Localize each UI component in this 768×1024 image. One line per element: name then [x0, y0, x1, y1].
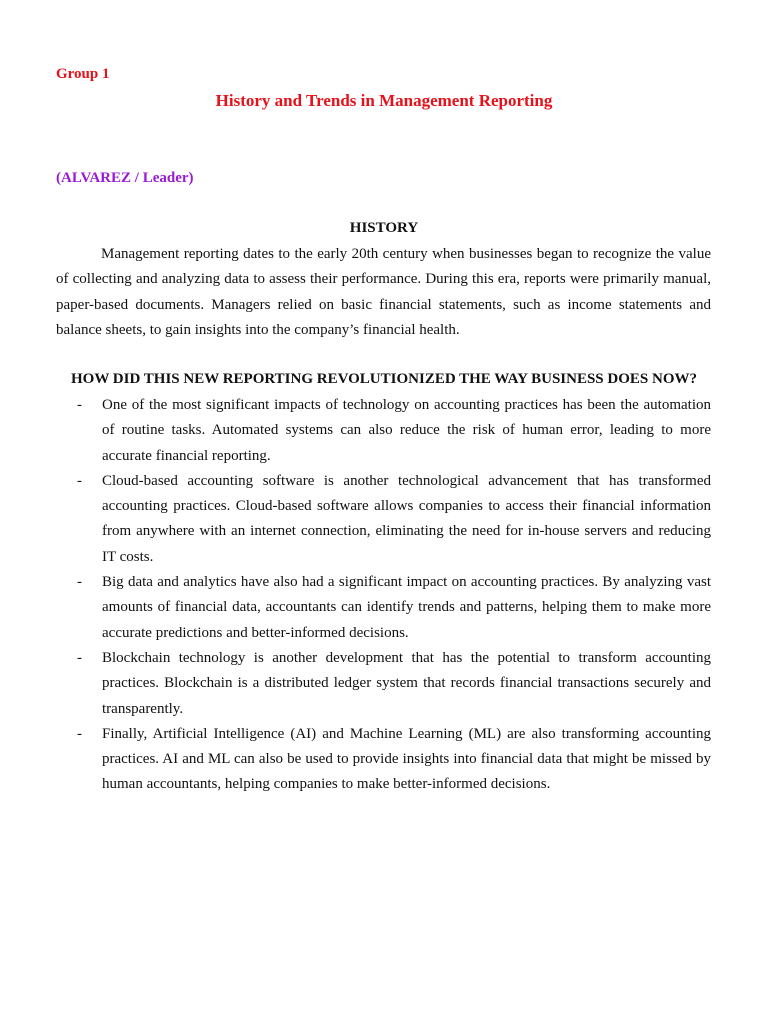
list-item-text: Finally, Artificial Intelligence (AI) and Machine Learning (ML) are also transforming accounting practices. AI and ML can also be used to provide insights into financial data that might be missed by human accountants, helping companies to make better-informed decisions. [102, 725, 711, 793]
bullet-dash: - [77, 574, 82, 591]
bullet-dash: - [77, 649, 82, 666]
bullet-dash: - [77, 397, 82, 413]
revolution-list [56, 393, 711, 798]
list-item-text: One of the most significant impacts of technology on accounting practices has been the automation of routine tasks. Automated systems can also reduce the risk of human error, leading to more accurate financial reporting. [102, 397, 711, 464]
author-label: (ALVAREZ / Leader) [56, 170, 194, 186]
list-item [56, 393, 711, 469]
revolution-heading: HOW DID THIS NEW REPORTING REVOLUTIONIZED THE WAY BUSINESS DOES NOW? [70, 371, 697, 387]
group-label: Group 1 [56, 66, 110, 82]
list-item-text: Blockchain technology is another development that has the potential to transform accounting practices. Blockchain is a distributed ledger system that records financial transactions securely and transparently. [102, 649, 711, 717]
list-item [56, 646, 711, 722]
list-item [56, 570, 711, 646]
list-item-text: Big data and analytics have also had a significant impact on accounting practices. By analyzing vast amounts of financial data, accountants can identify trends and patterns, helping them to make more accurate predictions and better-informed decisions. [102, 574, 711, 641]
history-heading: HISTORY [349, 220, 419, 236]
history-paragraph: Management reporting dates to the early 20th century when businesses began to recognize the value of collecting and analyzing data to assess their performance. During this era, reports were primarily manual, paper-based documents. Managers relied on basic financial statements, such as income statements and balance sheets, to gain insights into the company’s financial health. [56, 246, 711, 338]
bullet-dash: - [77, 725, 82, 742]
document-title: History and Trends in Management Reporting [215, 91, 553, 110]
list-item-text: Cloud-based accounting software is another technological advancement that has transformed accounting practices. Cloud-based software allows companies to access their financial information from anywhere with an internet connection, eliminating the need for in-house servers and reducing IT costs. [102, 472, 711, 565]
list-item [56, 722, 711, 798]
bullet-dash: - [77, 472, 82, 489]
list-item [56, 469, 711, 570]
